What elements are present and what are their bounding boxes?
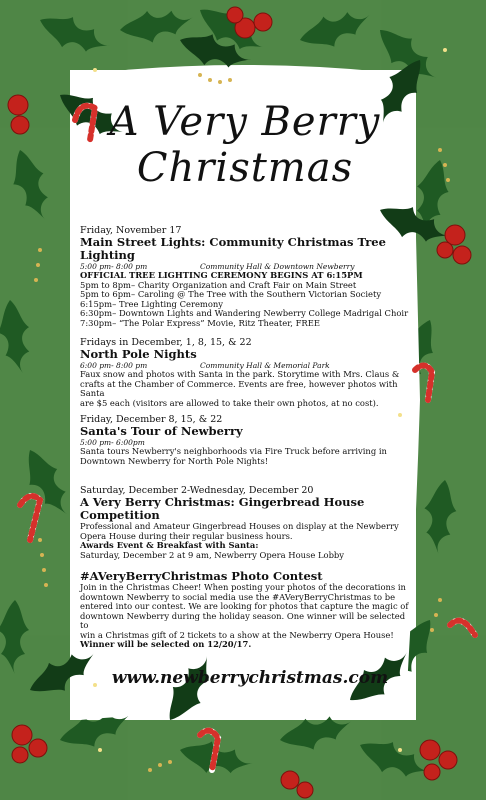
title-line-2: Christmas (136, 145, 354, 191)
event-line: Professional and Amateur Gingerbread Houses on display at the Newberry (80, 521, 399, 531)
page-title (70, 100, 420, 190)
event-place: Community Hall & Memorial Park (200, 361, 330, 370)
event-line: 6:30pm– Downtown Lights and Wandering Newberry College Madrigal Choir (80, 308, 409, 318)
event-time: 6:00 pm- 8:00 pm (80, 361, 148, 370)
website-link[interactable]: www.newberrychristmas.com (111, 668, 389, 688)
event-photo-contest (80, 570, 410, 650)
event-date: Fridays in December, 1, 8, 15, & 22 (80, 337, 252, 348)
event-line: Join in the Christmas Cheer! When posting your photos of the decorations in (80, 582, 406, 592)
event-heading: North Pole Nights (80, 347, 197, 361)
event-time: 5:00 pm- 8:00 pm (80, 262, 148, 271)
event-line: crafts at the Chamber of Commerce. Events are free, however photos with Santa (80, 378, 398, 398)
event-heading: Santa's Tour of Newberry (80, 424, 243, 438)
event-line: Santa tours Newberry's neighborhoods via Fire Truck before arriving in (80, 446, 387, 456)
title-line-1: A Very Berry (109, 99, 381, 145)
event-line: Opera House during their regular business hours. (80, 530, 293, 541)
event-line: 7:30pm– “The Polar Express” Movie, Ritz Theater, FREE (80, 317, 320, 328)
event-heading: #AVeryBerryChristmas Photo Contest (80, 569, 323, 583)
event-line: OFFICIAL TREE LIGHTING CEREMONY BEGINS AT 6:15PM (80, 270, 363, 280)
event-time: 5:00 pm- 6:00pm (80, 438, 145, 447)
event-line: downtown Newberry during the holiday season. One winner will be selected to (80, 610, 406, 630)
event-line: are $5 each (visitors are allowed to take their own photos, at no cost). (80, 397, 379, 408)
event-heading: A Very Berry Christmas: Gingerbread House Competition (80, 495, 365, 522)
event-santas-tour (80, 414, 410, 466)
event-date: Friday, November 17 (80, 225, 182, 236)
event-date: Friday, December 8, 15, & 22 (80, 414, 223, 425)
event-gingerbread (80, 485, 410, 560)
event-line: Faux snow and photos with Santa in the park. Storytime with Mrs. Claus & (80, 369, 400, 379)
event-tree-lighting (80, 225, 410, 328)
event-north-pole-nights (80, 337, 410, 408)
event-line: downtown Newberry to social media use the #AVeryBerryChristmas to be (80, 591, 396, 602)
event-line: 5pm to 6pm– Caroling @ The Tree with the Southern Victorian Society (80, 289, 382, 299)
event-line: entered into our contest. We are looking for photos that capture the magic of (80, 601, 409, 611)
event-date: Saturday, December 2-Wednesday, December 20 (80, 485, 314, 496)
event-line: win a Christmas gift of 2 tickets to a show at the Newberry Opera House! (80, 629, 394, 640)
awards-detail: Saturday, December 2 at 9 am, Newberry Opera House Lobby (80, 549, 345, 560)
event-heading: Main Street Lights: Community Christmas Tree Lighting (80, 235, 386, 262)
event-line: 6:15pm– Tree Lighting Ceremony (80, 298, 224, 309)
event-place: Community Hall & Downtown Newberry (200, 262, 355, 271)
event-line: Downtown Newberry for North Pole Nights! (80, 455, 269, 466)
awards-heading: Awards Event & Breakfast with Santa: (80, 540, 259, 550)
winner-note: Winner will be selected on 12/20/17. (80, 639, 252, 649)
event-line: 5pm to 8pm– Charity Organization and Craft Fair on Main Street (80, 279, 357, 290)
